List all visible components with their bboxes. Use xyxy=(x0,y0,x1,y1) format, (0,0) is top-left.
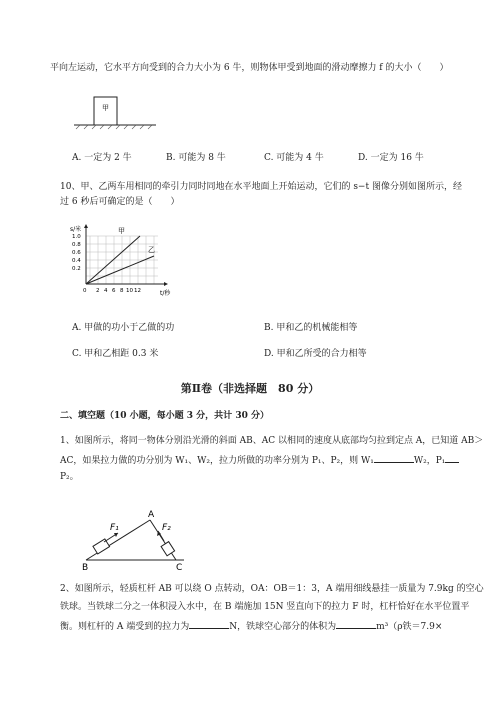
x-axis-arrow xyxy=(164,282,168,286)
y-axis-arrow xyxy=(84,224,88,228)
q10-option-d[interactable]: D. 甲和乙所受的合力相等 xyxy=(264,349,367,359)
y-tick: 1.0 xyxy=(72,234,81,240)
graph-grid xyxy=(86,236,158,284)
label-yi: 乙 xyxy=(148,246,155,254)
fill1-line1: 1、如图所示，将同一物体分别沿光滑的斜面 AB、AC 以相同的速度从底部均匀拉到定点 A，已知道 AB＞ xyxy=(60,436,484,446)
fill1-line2 xyxy=(60,453,459,467)
x-tick: 2 xyxy=(96,288,100,294)
fill2-blank-volume[interactable] xyxy=(336,619,376,629)
x-axis-label: t/秒 xyxy=(160,290,171,297)
q9-figure xyxy=(72,93,158,131)
fill2-line2: 铁球。当铁球二分之一体积浸入水中，在 B 端施加 15N 竖直向下的拉力 F 时，杠杆恰好在水平位置平 xyxy=(60,602,470,612)
point-a-label: A xyxy=(148,510,155,520)
q10-st-graph xyxy=(68,222,180,298)
y-tick: 0.2 xyxy=(72,266,81,272)
fill1-line3: P₂。 xyxy=(60,472,79,482)
q9-option-c[interactable]: C. 可能为 4 牛 xyxy=(264,153,324,163)
fill1-figure xyxy=(80,508,190,572)
x-tick: 0 xyxy=(83,288,87,294)
x-tick: 12 xyxy=(134,288,141,294)
block-label: 甲 xyxy=(102,104,109,112)
q9-stem: 平向左运动，它水平方向受到的合力大小为 6 牛，则物体甲受到地面的滑动摩擦力 f 的大小（ ） xyxy=(50,63,449,73)
x-tick: 10 xyxy=(126,288,133,294)
q9-option-b[interactable]: B. 可能为 8 牛 xyxy=(166,153,226,163)
ground-hatch xyxy=(76,125,152,129)
q10-stem-line2: 过 6 秒后可确定的是（ ） xyxy=(60,197,180,207)
f2-label: F₂ xyxy=(162,523,171,533)
q10-option-a[interactable]: A. 甲做的功小于乙做的功 xyxy=(72,323,175,333)
part2-title: 第Ⅱ卷（非选择题 80 分） xyxy=(180,382,320,395)
fill2-line3 xyxy=(60,619,442,633)
fill1-line2-b: W₂，P₁ xyxy=(413,456,446,466)
y-tick: 0.6 xyxy=(72,250,81,256)
y-tick: 0.8 xyxy=(72,242,81,248)
f1-label: F₁ xyxy=(110,523,119,533)
y-axis-label: s/米 xyxy=(70,226,82,233)
section-heading: 二、填空题（10 小题，每小题 3 分，共计 30 分） xyxy=(60,411,269,421)
fill2-line3-c: m³（ρ铁＝7.9× xyxy=(376,622,443,632)
q10-option-c[interactable]: C. 甲和乙相距 0.3 米 xyxy=(72,349,159,359)
fill1-line2-a: AC，如果拉力做的功分别为 W₁、W₂，拉力所做的功率分别为 P₁、P₂，则 W₁ xyxy=(60,456,374,466)
label-jia: 甲 xyxy=(118,227,125,235)
point-c-label: C xyxy=(176,563,183,572)
fill2-line3-a: 衡。则杠杆的 A 端受到的拉力为 xyxy=(60,622,190,632)
q10-stem-line1: 10、甲、乙两车用相同的牵引力同时同地在水平地面上开始运动，它们的 s−t 图像分别如图所示，经 xyxy=(60,182,462,192)
point-b-label: B xyxy=(82,563,89,572)
fill2-line1: 2、如图所示，轻质杠杆 AB 可以绕 O 点转动，OA：OB＝1：3，A 端用细线悬挂一质量为 7.9kg 的空心 xyxy=(60,584,484,594)
fill2-blank-force[interactable] xyxy=(189,619,229,629)
x-tick: 8 xyxy=(120,288,124,294)
fill1-blank-p[interactable] xyxy=(445,453,459,463)
x-tick: 6 xyxy=(112,288,116,294)
q10-option-b[interactable]: B. 甲和乙的机械能相等 xyxy=(264,323,358,333)
x-tick: 4 xyxy=(104,288,108,294)
block-ac xyxy=(161,542,175,556)
q9-option-d[interactable]: D. 一定为 16 牛 xyxy=(358,153,424,163)
y-tick: 0.4 xyxy=(72,258,81,264)
fill1-blank-w[interactable] xyxy=(374,453,414,463)
block-ab xyxy=(93,539,110,554)
fill2-line3-b: N，铁球空心部分的体积为 xyxy=(229,622,337,632)
q9-option-a[interactable]: A. 一定为 2 牛 xyxy=(72,153,132,163)
